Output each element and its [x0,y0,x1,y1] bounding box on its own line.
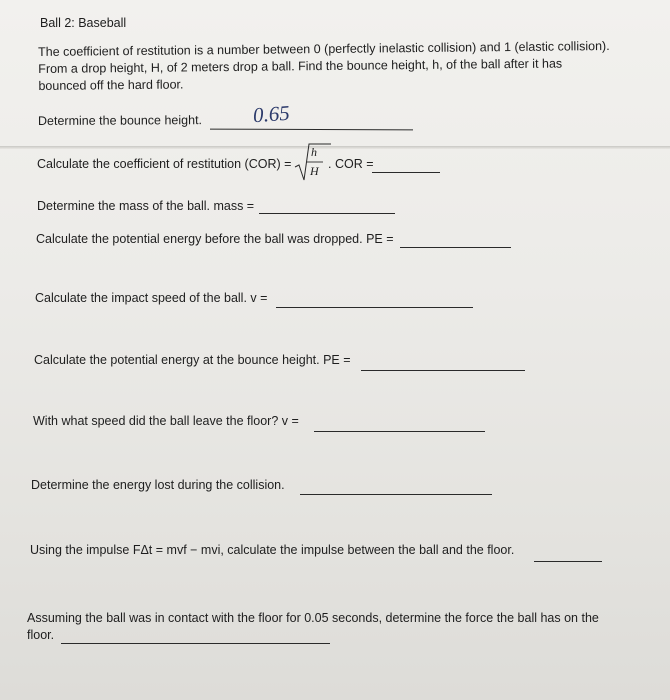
mass-blank[interactable] [259,213,395,214]
leave-speed-blank[interactable] [314,431,485,432]
cor-numerator: h [311,145,317,159]
paper-fold [0,146,670,149]
impact-speed-blank[interactable] [276,307,473,308]
pe-before-question: Calculate the potential energy before the ball was dropped. PE = [36,232,394,246]
bounce-height-handwritten-answer: 0.65 [252,100,291,128]
pe-bounce-question: Calculate the potential energy at the bounce height. PE = [34,353,351,367]
leave-speed-question: With what speed did the ball leave the floor? v = [33,414,299,428]
intro-paragraph [38,38,639,95]
impact-speed-question: Calculate the impact speed of the ball. v = [35,291,268,305]
force-question-line-2: floor. [27,628,55,642]
bounce-height-question: Determine the bounce height. [37,113,203,128]
impulse-question: Using the impulse FΔt = mvf − mvi, calculate the impulse between the ball and the floor. [30,543,515,557]
intro-line-1: The coefficient of restitution is a number between 0 (perfectly inelastic collision) and 1 (elastic collision). [38,39,610,59]
impulse-blank[interactable] [534,561,602,562]
cor-label: . COR = [328,157,374,171]
force-blank[interactable] [61,643,330,644]
cor-blank[interactable] [372,172,440,173]
intro-line-3: bounced off the hard floor. [38,77,184,93]
energy-lost-question: Determine the energy lost during the collision. [31,478,285,492]
intro-line-2: From a drop height, H, of 2 meters drop a ball. Find the bounce height, h, of the ball after it has [38,56,563,76]
cor-denominator: H [310,164,319,178]
energy-lost-blank[interactable] [300,494,492,495]
pe-bounce-blank[interactable] [361,370,525,371]
force-question-line-1: Assuming the ball was in contact with the floor for 0.05 seconds, determine the force the ball has on the [27,611,599,625]
pe-before-blank[interactable] [400,247,511,248]
mass-question: Determine the mass of the ball. mass = [37,199,255,213]
worksheet-title: Ball 2: Baseball [40,16,127,30]
cor-question: Calculate the coefficient of restitution (COR) = [37,157,292,171]
bounce-height-blank[interactable] [210,129,413,131]
